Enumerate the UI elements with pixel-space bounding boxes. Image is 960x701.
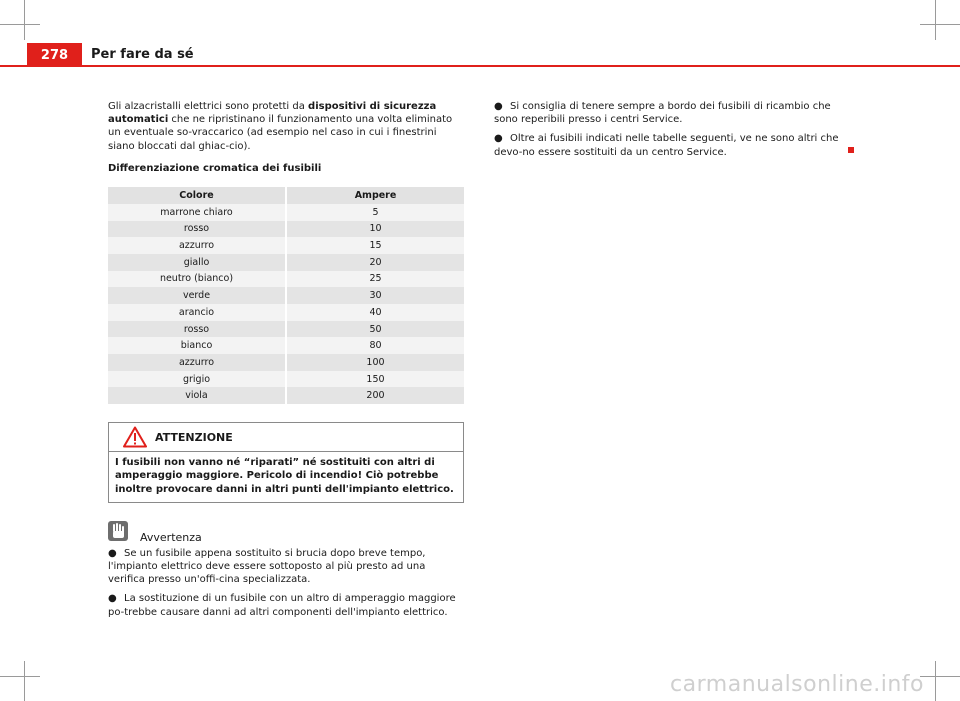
intro-bold-text: dispositivi di sicurezza automatici [108,101,437,126]
table-row [108,237,464,254]
table-row [108,371,464,388]
crop-mark [935,0,936,40]
note-bullet [108,592,464,618]
cell-colore: viola [108,387,286,404]
note-title: Avvertenza [140,530,202,544]
cell-colore: bianco [108,337,286,354]
cell-colore: rosso [108,321,286,338]
right-bullet-text: Oltre ai fusibili indicati nelle tabelle seguenti, ve ne sono altri che devo-no essere sostituiti da un centro Service. [494,133,839,158]
section-title: Per fare da sé [91,47,194,62]
column-header-colore: Colore [108,187,286,204]
section-end-mark [848,147,854,153]
warning-triangle-icon [123,426,147,448]
note-bullet [108,547,464,587]
crop-mark [24,661,25,701]
cell-ampere: 5 [286,204,464,221]
note-bullet-text: La sostituzione di un fusibile con un altro di amperaggio maggiore po-trebbe causare danni ad altri componenti dell'impianto elettrico. [108,593,456,618]
intro-text-end: che ne ripristinano il funzionamento una volta eliminato un eventuale so-vraccarico (ad esempio nel caso in cui i finestrini siano bloccati dal ghiac-cio). [108,114,453,152]
note-bullet-text: Se un fusibile appena sostituito si brucia dopo breve tempo, l'impianto elettrico deve essere sottoposto al più presto ad una verifica presso un'offi-cina specializzata. [108,547,426,586]
bullet-dot: ● [108,593,117,605]
cell-ampere: 20 [286,254,464,271]
table-row [108,387,464,404]
cell-ampere: 50 [286,321,464,338]
header-rule [0,65,960,67]
hand-glyph-icon [111,523,125,539]
cell-ampere: 10 [286,221,464,238]
note-header [108,517,464,544]
cell-ampere: 15 [286,237,464,254]
cell-colore: verde [108,287,286,304]
crop-mark [920,676,960,677]
cell-colore: marrone chiaro [108,204,286,221]
bullet-dot: ● [494,101,503,112]
table-row [108,337,464,354]
table-row [108,271,464,288]
table-heading: Differenziazione cromatica dei fusibili [108,163,322,174]
cell-colore: azzurro [108,237,286,254]
cell-ampere: 100 [286,354,464,371]
bullet-dot: ● [494,133,503,145]
right-bullet [494,132,852,158]
table-row [108,221,464,238]
intro-text: Gli alzacristalli elettrici sono protetti da [108,101,309,112]
left-column [108,100,464,619]
table-row [108,287,464,304]
watermark: carmanualsonline.info [670,672,924,697]
note-hand-icon [108,521,128,541]
cell-colore: azzurro [108,354,286,371]
cell-ampere: 150 [286,371,464,388]
cell-colore: neutro (bianco) [108,271,286,288]
fuse-color-table [108,187,464,404]
cell-colore: rosso [108,221,286,238]
bullet-dot: ● [108,547,117,559]
crop-mark [24,0,25,40]
right-bullet [494,100,852,126]
column-header-ampere: Ampere [286,187,464,204]
warning-header [109,423,463,452]
cell-ampere: 80 [286,337,464,354]
cell-ampere: 30 [286,287,464,304]
table-row [108,254,464,271]
page-number: 278 [27,43,82,67]
warning-text: I fusibili non vanno né “riparati” né sostituiti con altri di amperaggio maggiore. Pericolo di incendio! Ciò potrebbe inoltre provocare danni in altri punti dell'impianto elettrico. [115,457,454,495]
intro-paragraph [108,100,464,154]
table-header-row [108,187,464,204]
warning-box [108,422,464,503]
right-bullet-text: Si consiglia di tenere sempre a bordo dei fusibili di ricambio che sono reperibili presso i centri Service. [494,101,831,126]
cell-colore: grigio [108,371,286,388]
cell-ampere: 200 [286,387,464,404]
right-column [494,100,852,159]
table-row [108,204,464,221]
cell-ampere: 40 [286,304,464,321]
crop-mark [0,676,40,677]
table-row [108,354,464,371]
table-row [108,304,464,321]
crop-mark [0,24,40,25]
crop-mark [935,661,936,701]
cell-colore: arancio [108,304,286,321]
table-row [108,321,464,338]
cell-ampere: 25 [286,271,464,288]
crop-mark [920,24,960,25]
cell-colore: giallo [108,254,286,271]
warning-title: ATTENZIONE [155,430,233,444]
